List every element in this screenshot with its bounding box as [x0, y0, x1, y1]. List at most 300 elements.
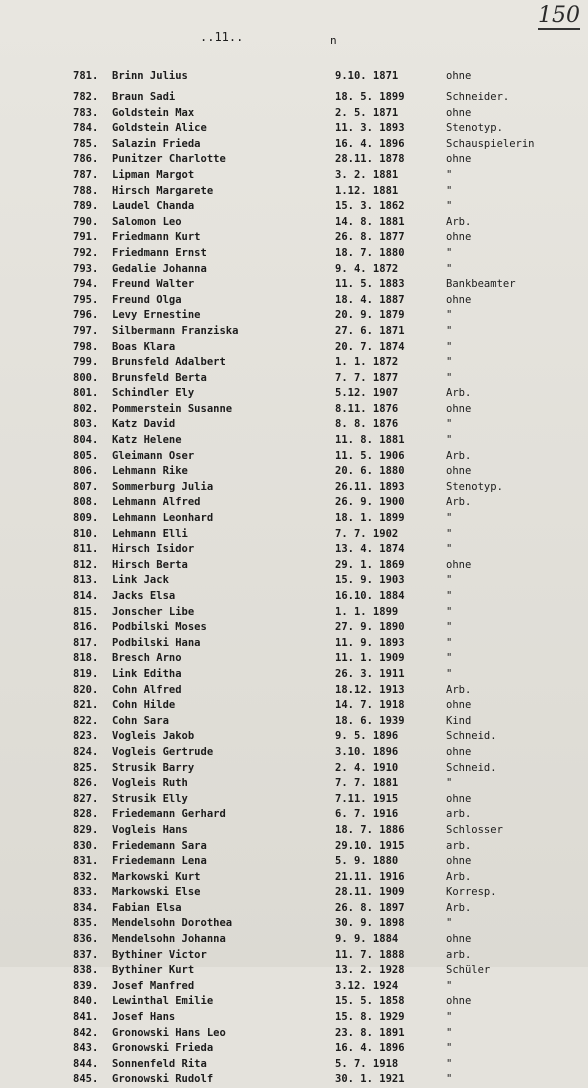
entry-number: 822.: [73, 714, 99, 727]
register-entry: [0, 589, 588, 605]
entry-occupation: ": [446, 309, 453, 322]
entry-name: Josef Hans: [112, 1011, 176, 1024]
register-entry: [0, 901, 588, 917]
entry-number: 790.: [73, 215, 99, 228]
entry-date: 9. 4. 1872: [335, 262, 399, 275]
register-entry: [0, 121, 588, 137]
entry-occupation: ": [446, 168, 453, 181]
register-entry: [0, 495, 588, 511]
entry-number: 830.: [73, 839, 99, 852]
margin-mark: n: [330, 34, 337, 47]
entry-number: 816.: [73, 621, 99, 634]
register-entry: [0, 449, 588, 465]
entry-number: 786.: [73, 153, 99, 166]
register-entry: [0, 667, 588, 683]
entry-number: 828.: [73, 808, 99, 821]
register-entry: [0, 355, 588, 371]
entry-number: 814.: [73, 590, 99, 602]
entry-number: 813.: [73, 574, 99, 587]
entry-date: 15. 3. 1862: [335, 200, 405, 213]
register-entry: [0, 714, 588, 730]
entry-name: Friedmann Kurt: [112, 231, 201, 244]
entry-name: Freund Olga: [112, 293, 182, 306]
register-entry: [0, 215, 588, 231]
register-entry: [0, 480, 588, 496]
entry-date: 7. 7. 1877: [335, 371, 399, 384]
entry-occupation: Schneid.: [446, 761, 497, 774]
entry-name: Punitzer Charlotte: [112, 153, 226, 166]
entry-name: Boas Klara: [112, 340, 176, 353]
entry-occupation: Schlosser: [446, 823, 503, 836]
entry-date: 16. 4. 1896: [335, 137, 405, 150]
entry-date: 29. 1. 1869: [335, 558, 405, 571]
entry-number: 803.: [73, 418, 99, 431]
register-entry: [0, 636, 588, 652]
entry-number: 805.: [73, 449, 99, 462]
entry-name: Lipman Margot: [112, 168, 195, 181]
entry-occupation: ohne: [446, 995, 472, 1008]
entry-number: 825.: [73, 761, 99, 774]
entry-occupation: Korresp.: [446, 886, 497, 899]
register-entry: [0, 698, 588, 714]
entry-date: 1. 1. 1899: [335, 605, 399, 618]
entry-name: Fabian Elsa: [112, 901, 182, 914]
entry-date: 8. 8. 1876: [335, 418, 399, 431]
entry-name: Bresch Arno: [112, 652, 182, 665]
entry-name: Lehmann Alfred: [112, 496, 201, 509]
register-entry: [0, 916, 588, 932]
entry-date: 18. 4. 1887: [335, 293, 405, 306]
entry-number: 809.: [73, 512, 99, 525]
register-entry: [0, 948, 588, 964]
register-entry: [0, 729, 588, 745]
register-entry: [0, 262, 588, 278]
entry-date: 5.12. 1907: [335, 387, 399, 400]
register-entry: [0, 324, 588, 340]
register-entry: [0, 839, 588, 855]
register-entry: [0, 651, 588, 667]
entry-number: 799.: [73, 356, 99, 369]
entry-date: 7. 7. 1902: [335, 527, 399, 540]
entry-number: 787.: [73, 168, 99, 181]
entry-date: 9. 5. 1896: [335, 730, 399, 743]
entry-name: Vogleis Jakob: [112, 730, 195, 743]
entry-occupation: ": [446, 200, 453, 213]
entry-date: 18.12. 1913: [335, 683, 405, 696]
register-entry: [0, 1057, 588, 1073]
entry-name: Link Jack: [112, 574, 169, 587]
entry-occupation: ": [446, 246, 453, 259]
register-entry: [0, 885, 588, 901]
register-entry: [0, 199, 588, 215]
entry-name: Hirsch Isidor: [112, 543, 195, 556]
register-entry: [0, 932, 588, 948]
entry-date: 27. 6. 1871: [335, 324, 405, 337]
register-entry: [0, 402, 588, 418]
entry-occupation: ": [446, 527, 453, 540]
entry-name: Podbilski Moses: [112, 621, 207, 634]
entry-occupation: Arb.: [446, 870, 472, 883]
entry-name: Gedalie Johanna: [112, 262, 207, 275]
entry-date: 23. 8. 1891: [335, 1026, 405, 1039]
entry-occupation: ohne: [446, 465, 472, 478]
entry-date: 11. 9. 1893: [335, 636, 405, 649]
entry-date: 11. 7. 1888: [335, 948, 405, 961]
entry-number: 835.: [73, 917, 99, 930]
entry-date: 21.11. 1916: [335, 870, 405, 883]
entry-date: 29.10. 1915: [335, 839, 405, 852]
page-number: ..11..: [200, 30, 244, 44]
entry-name: Salazin Frieda: [112, 137, 201, 150]
entry-number: 832.: [73, 870, 99, 883]
entry-number: 839.: [73, 979, 99, 992]
entry-name: Podbilski Hana: [112, 636, 201, 649]
entry-date: 9.10. 1871: [335, 70, 399, 82]
entry-number: 807.: [73, 480, 99, 493]
register-entry: [0, 1041, 588, 1057]
entry-name: Friedemann Sara: [112, 839, 207, 852]
register-entry: [0, 807, 588, 823]
entry-name: Brunsfeld Adalbert: [112, 356, 226, 369]
entry-date: 11. 5. 1906: [335, 449, 405, 462]
entry-date: 3. 2. 1881: [335, 168, 399, 181]
entry-date: 16. 4. 1896: [335, 1042, 405, 1055]
entry-date: 26. 8. 1897: [335, 901, 405, 914]
register-entry: [0, 854, 588, 870]
entry-name: Lehmann Elli: [112, 527, 188, 540]
entry-date: 14. 8. 1881: [335, 215, 405, 228]
entry-date: 3.10. 1896: [335, 745, 399, 758]
entry-name: Hirsch Berta: [112, 558, 188, 571]
entry-occupation: ": [446, 590, 453, 602]
entry-occupation: Stenotyp.: [446, 122, 503, 135]
entry-occupation: ": [446, 543, 453, 556]
entry-occupation: Stenotyp.: [446, 480, 503, 493]
entry-number: 826.: [73, 777, 99, 790]
register-entry: [0, 386, 588, 402]
entry-number: 783.: [73, 106, 99, 119]
entry-number: 788.: [73, 184, 99, 197]
entry-date: 28.11. 1909: [335, 886, 405, 899]
entry-name: Cohn Sara: [112, 714, 169, 727]
entry-number: 812.: [73, 558, 99, 571]
entry-date: 6. 7. 1916: [335, 808, 399, 821]
entry-number: 781.: [73, 70, 99, 82]
entry-number: 793.: [73, 262, 99, 275]
entry-occupation: ": [446, 434, 453, 447]
entry-occupation: ": [446, 371, 453, 384]
entry-name: Hirsch Margarete: [112, 184, 214, 197]
entry-occupation: arb.: [446, 808, 472, 821]
entry-occupation: ohne: [446, 933, 472, 946]
register-entry: [0, 277, 588, 293]
entry-name: Vogleis Hans: [112, 823, 188, 836]
entry-occupation: ": [446, 184, 453, 197]
entry-occupation: ": [446, 418, 453, 431]
entry-date: 15. 5. 1858: [335, 995, 405, 1008]
register-entry: [0, 620, 588, 636]
entry-name: Strusik Elly: [112, 792, 188, 805]
entry-name: Cohn Alfred: [112, 683, 182, 696]
entry-date: 18. 1. 1899: [335, 512, 405, 525]
entry-date: 27. 9. 1890: [335, 621, 405, 634]
entry-name: Gronowski Hans Leo: [112, 1026, 226, 1039]
entry-date: 18. 6. 1939: [335, 714, 405, 727]
entry-occupation: Schüler: [446, 964, 491, 977]
entry-date: 16.10. 1884: [335, 590, 405, 602]
entry-date: 15. 9. 1903: [335, 574, 405, 587]
register-entry: [0, 573, 588, 589]
register-entry: [0, 417, 588, 433]
register-entry: [0, 963, 588, 979]
entry-occupation: ": [446, 356, 453, 369]
entry-date: 30. 9. 1898: [335, 917, 405, 930]
entry-number: 808.: [73, 496, 99, 509]
register-entry: [0, 994, 588, 1010]
entry-number: 800.: [73, 371, 99, 384]
entry-occupation: ": [446, 1011, 453, 1024]
entry-date: 7.11. 1915: [335, 792, 399, 805]
entry-occupation: ": [446, 324, 453, 337]
register-entry: [0, 433, 588, 449]
entry-number: 804.: [73, 434, 99, 447]
entry-number: 797.: [73, 324, 99, 337]
entry-number: 843.: [73, 1042, 99, 1055]
entry-date: 20. 6. 1880: [335, 465, 405, 478]
register-entry: [0, 683, 588, 699]
entry-number: 815.: [73, 605, 99, 618]
entry-occupation: ": [446, 574, 453, 587]
entry-name: Katz David: [112, 418, 176, 431]
entry-name: Goldstein Alice: [112, 122, 207, 135]
entry-date: 8.11. 1876: [335, 402, 399, 415]
entry-name: Laudel Chanda: [112, 200, 195, 213]
entry-occupation: ": [446, 1042, 453, 1055]
entry-date: 18. 5. 1899: [335, 91, 405, 103]
entry-name: Gronowski Rudolf: [112, 1073, 214, 1086]
entry-number: 784.: [73, 122, 99, 135]
entry-name: Lewinthal Emilie: [112, 995, 214, 1008]
entry-occupation: ": [446, 621, 453, 634]
register-entry: [0, 371, 588, 387]
entry-date: 3.12. 1924: [335, 979, 399, 992]
entry-number: 827.: [73, 792, 99, 805]
entry-name: Sonnenfeld Rita: [112, 1057, 207, 1070]
page-stamp: 150: [538, 3, 580, 28]
register-entry: [0, 152, 588, 168]
entry-date: 26. 8. 1877: [335, 231, 405, 244]
entry-occupation: Arb.: [446, 387, 472, 400]
entry-number: 841.: [73, 1011, 99, 1024]
entry-number: 806.: [73, 465, 99, 478]
entry-occupation: ": [446, 917, 453, 930]
entry-occupation: arb.: [446, 839, 472, 852]
entry-occupation: Kind: [446, 714, 472, 727]
entry-number: 798.: [73, 340, 99, 353]
entry-occupation: Arb.: [446, 683, 472, 696]
entry-date: 11. 5. 1883: [335, 278, 405, 291]
register-entry: [0, 792, 588, 808]
register-entry: [0, 69, 588, 85]
register-entry: [0, 106, 588, 122]
entry-occupation: ohne: [446, 231, 472, 244]
entry-date: 2. 5. 1871: [335, 106, 399, 119]
entry-number: 817.: [73, 636, 99, 649]
entry-name: Pommerstein Susanne: [112, 402, 233, 415]
entry-number: 838.: [73, 964, 99, 977]
entry-name: Freund Walter: [112, 278, 195, 291]
entry-date: 1.12. 1881: [335, 184, 399, 197]
entry-occupation: ohne: [446, 699, 472, 712]
entry-occupation: ohne: [446, 855, 472, 868]
entry-name: Strusik Barry: [112, 761, 195, 774]
entry-number: 789.: [73, 200, 99, 213]
register-entry: [0, 464, 588, 480]
entry-occupation: ": [446, 1073, 453, 1086]
entry-occupation: Schauspielerin: [446, 137, 535, 150]
entry-date: 28.11. 1878: [335, 153, 405, 166]
entry-number: 833.: [73, 886, 99, 899]
entry-name: Brinn Julius: [112, 70, 188, 82]
entry-name: Vogleis Gertrude: [112, 745, 214, 758]
register-entry: [0, 979, 588, 995]
entry-number: 801.: [73, 387, 99, 400]
entry-date: 9. 9. 1884: [335, 933, 399, 946]
entry-date: 14. 7. 1918: [335, 699, 405, 712]
entry-name: Jonscher Libe: [112, 605, 195, 618]
entry-occupation: ": [446, 667, 453, 680]
entry-occupation: Arb.: [446, 496, 472, 509]
entry-name: Mendelsohn Dorothea: [112, 917, 233, 930]
entry-name: Salomon Leo: [112, 215, 182, 228]
register-entry: [0, 527, 588, 543]
entry-date: 26. 9. 1900: [335, 496, 405, 509]
entry-date: 18. 7. 1886: [335, 823, 405, 836]
entry-occupation: ohne: [446, 153, 472, 166]
entry-date: 20. 7. 1874: [335, 340, 405, 353]
register-entry: [0, 605, 588, 621]
entry-occupation: Schneid.: [446, 730, 497, 743]
entry-date: 7. 7. 1881: [335, 777, 399, 790]
register-entry: [0, 776, 588, 792]
entry-name: Katz Helene: [112, 434, 182, 447]
entry-occupation: Arb.: [446, 215, 472, 228]
entry-date: 13. 2. 1928: [335, 964, 405, 977]
entry-number: 840.: [73, 995, 99, 1008]
entry-occupation: ": [446, 777, 453, 790]
entry-number: 844.: [73, 1057, 99, 1070]
entry-name: Levy Ernestine: [112, 309, 201, 322]
entry-occupation: ohne: [446, 106, 472, 119]
entry-date: 20. 9. 1879: [335, 309, 405, 322]
register-entry: [0, 308, 588, 324]
entry-number: 831.: [73, 855, 99, 868]
entry-date: 15. 8. 1929: [335, 1011, 405, 1024]
register-entry: [0, 542, 588, 558]
entry-date: 11. 3. 1893: [335, 122, 405, 135]
register-entry: [0, 293, 588, 309]
entry-number: 821.: [73, 699, 99, 712]
entry-name: Friedmann Ernst: [112, 246, 207, 259]
register-entry: [0, 870, 588, 886]
entry-number: 802.: [73, 402, 99, 415]
entry-date: 1. 1. 1872: [335, 356, 399, 369]
entry-name: Jacks Elsa: [112, 590, 176, 602]
entry-name: Sommerburg Julia: [112, 480, 214, 493]
register-entry: [0, 340, 588, 356]
entry-occupation: ": [446, 1026, 453, 1039]
entry-name: Cohn Hilde: [112, 699, 176, 712]
entry-number: 796.: [73, 309, 99, 322]
entry-occupation: ohne: [446, 792, 472, 805]
entry-name: Gleimann Oser: [112, 449, 195, 462]
entry-name: Friedemann Lena: [112, 855, 207, 868]
entry-date: 11. 1. 1909: [335, 652, 405, 665]
register-entry: [0, 823, 588, 839]
entry-name: Link Editha: [112, 667, 182, 680]
entry-date: 18. 7. 1880: [335, 246, 405, 259]
entry-number: 785.: [73, 137, 99, 150]
entry-number: 795.: [73, 293, 99, 306]
entry-name: Markowski Else: [112, 886, 201, 899]
register-entry: [0, 230, 588, 246]
entry-name: Brunsfeld Berta: [112, 371, 207, 384]
register-entry: [0, 745, 588, 761]
entry-occupation: ohne: [446, 745, 472, 758]
entry-occupation: ": [446, 636, 453, 649]
entry-number: 823.: [73, 730, 99, 743]
entry-occupation: ": [446, 1057, 453, 1070]
entry-date: 5. 9. 1880: [335, 855, 399, 868]
entry-occupation: ": [446, 340, 453, 353]
entry-number: 842.: [73, 1026, 99, 1039]
entry-number: 782.: [73, 91, 99, 103]
entry-date: 30. 1. 1921: [335, 1073, 405, 1086]
entry-name: Gronowski Frieda: [112, 1042, 214, 1055]
entry-name: Lehmann Rike: [112, 465, 188, 478]
entry-name: Vogleis Ruth: [112, 777, 188, 790]
register-entry: [0, 1072, 588, 1088]
entry-date: 13. 4. 1874: [335, 543, 405, 556]
entry-number: 811.: [73, 543, 99, 556]
entry-number: 794.: [73, 278, 99, 291]
entry-occupation: ohne: [446, 402, 472, 415]
register-entry: [0, 184, 588, 200]
entry-number: 845.: [73, 1073, 99, 1086]
register-entry: [0, 1026, 588, 1042]
entry-date: 5. 7. 1918: [335, 1057, 399, 1070]
entry-date: 11. 8. 1881: [335, 434, 405, 447]
entry-occupation: ohne: [446, 70, 472, 82]
register-entry: [0, 558, 588, 574]
register-entry: [0, 90, 588, 106]
entry-number: 820.: [73, 683, 99, 696]
entry-occupation: ": [446, 512, 453, 525]
entry-name: Josef Manfred: [112, 979, 195, 992]
entry-occupation: arb.: [446, 948, 472, 961]
register-entry: [0, 246, 588, 262]
entry-name: Markowski Kurt: [112, 870, 201, 883]
entry-occupation: ohne: [446, 293, 472, 306]
entry-occupation: Schneider.: [446, 91, 510, 103]
register-entry: [0, 1010, 588, 1026]
entry-number: 810.: [73, 527, 99, 540]
register-entry: [0, 137, 588, 153]
entry-occupation: Bankbeamter: [446, 278, 516, 291]
entry-date: 26. 3. 1911: [335, 667, 405, 680]
entry-name: Braun Sadi: [112, 91, 176, 103]
entry-occupation: Arb.: [446, 901, 472, 914]
